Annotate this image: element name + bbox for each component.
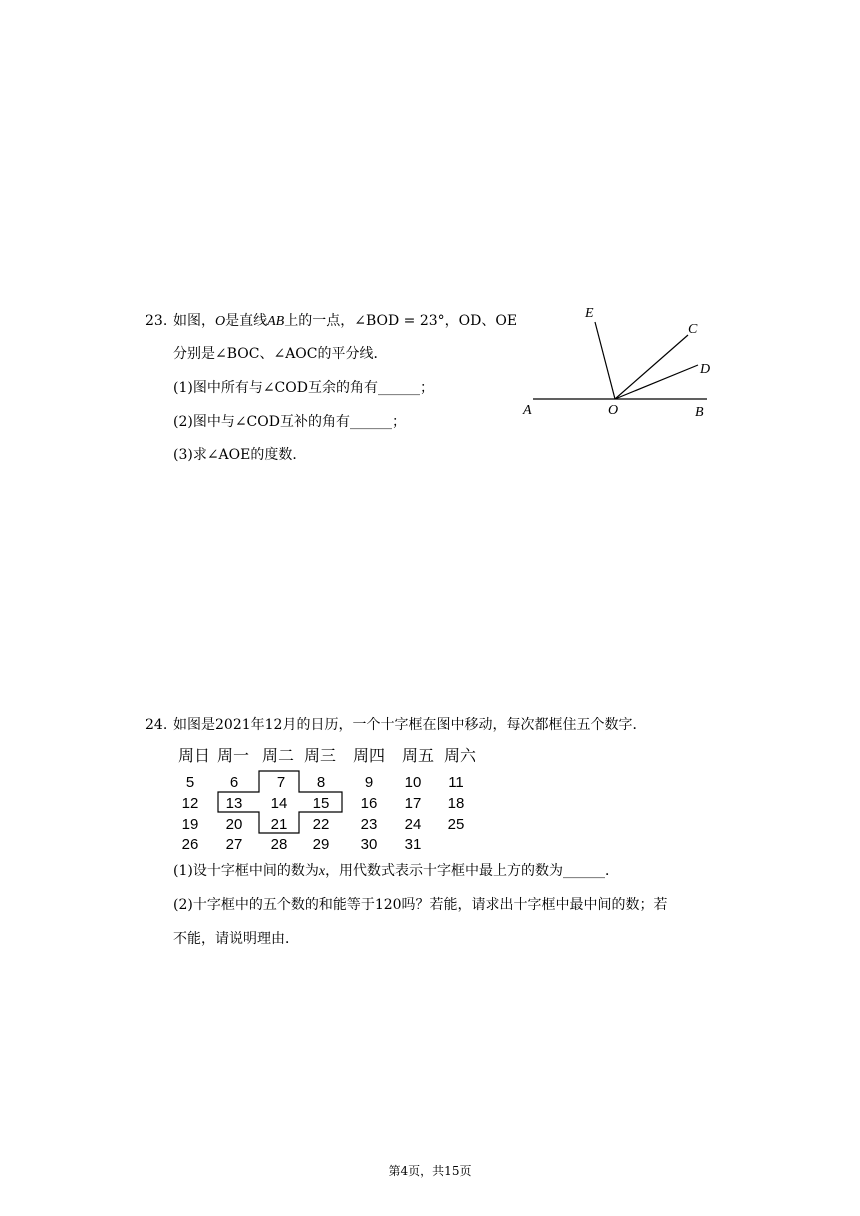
question-24-number: 24. — [145, 717, 168, 733]
q23-line-ab: AB — [267, 314, 285, 329]
calendar-cell: 7 — [276, 774, 286, 791]
q24-sub1-pre: (1)设十字框中间的数为 — [173, 863, 319, 879]
q23-point-o: O — [215, 314, 226, 329]
label-e: E — [585, 306, 594, 321]
calendar-header-fri: 周五 — [402, 746, 435, 765]
calendar-cell: 19 — [181, 816, 199, 833]
calendar-header-tue: 周二 — [262, 746, 295, 765]
ray-oe — [595, 322, 615, 399]
calendar-cell: 14 — [270, 795, 288, 812]
question-23-number: 23. — [145, 313, 168, 329]
q24-sub1-post: ，用代数式表示十字框中最上方的数为______． — [325, 863, 620, 879]
calendar-header-sun: 周日 — [178, 746, 211, 765]
calendar-cell: 16 — [360, 795, 378, 812]
calendar-cell: 29 — [312, 836, 330, 853]
question-23-sub3: (3)求∠AOE的度数． — [173, 447, 307, 463]
calendar-cell: 5 — [185, 774, 195, 791]
angle-figure — [515, 295, 725, 425]
calendar-cell: 11 — [448, 774, 464, 791]
label-c: C — [688, 322, 698, 337]
calendar-cell: 20 — [225, 816, 243, 833]
calendar-cell: 24 — [404, 816, 422, 833]
calendar-cell: 9 — [364, 774, 374, 791]
calendar-cell: 18 — [447, 795, 465, 812]
question-23-sub2: (2)图中与∠COD互补的角有______； — [173, 414, 406, 430]
calendar-cell: 31 — [404, 836, 422, 853]
question-24-sub2-line1: (2)十字框中的五个数的和能等于120吗？若能，请求出十字框中最中间的数；若 — [173, 897, 668, 913]
question-24-sub1 — [173, 862, 619, 881]
cross-frame — [215, 768, 350, 838]
label-d: D — [700, 362, 711, 377]
calendar-cell: 22 — [312, 816, 330, 833]
calendar-cell: 28 — [270, 836, 288, 853]
calendar-cell: 25 — [447, 816, 465, 833]
calendar-cell: 15 — [312, 795, 330, 812]
question-24-sub2-line2: 不能，请说明理由． — [173, 931, 299, 947]
page-footer: 第4页，共15页 — [388, 1164, 472, 1178]
question-23-line1 — [173, 312, 517, 331]
calendar-cell: 8 — [316, 774, 326, 791]
label-a: A — [523, 403, 532, 418]
calendar-cell: 10 — [404, 774, 422, 791]
calendar-cell: 23 — [360, 816, 378, 833]
calendar-cell: 12 — [181, 795, 199, 812]
label-o: O — [608, 403, 619, 418]
cross-frame-outline — [218, 771, 342, 833]
question-23-sub1: (1)图中所有与∠COD互余的角有______； — [173, 380, 434, 396]
q23-line1-mid: 是直线 — [225, 313, 268, 329]
q23-line1-pre: 如图， — [173, 313, 215, 329]
calendar-cell: 13 — [225, 795, 243, 812]
ray-od — [615, 365, 698, 399]
calendar-cell: 21 — [270, 816, 288, 833]
q23-line1-post: 上的一点，∠BOD = 23°，OD、OE — [284, 313, 518, 329]
ray-oc — [615, 335, 688, 399]
question-24-text: 如图是2021年12月的日历，一个十字框在图中移动，每次都框住五个数字． — [173, 717, 647, 733]
q24-variable-x: x — [318, 864, 326, 879]
calendar-header-wed: 周三 — [304, 746, 337, 765]
calendar-header-mon: 周一 — [217, 746, 250, 765]
label-b: B — [695, 405, 704, 420]
calendar-cell: 30 — [360, 836, 378, 853]
calendar-cell: 17 — [404, 795, 422, 812]
calendar-cell: 27 — [225, 836, 243, 853]
calendar-cell: 26 — [181, 836, 199, 853]
calendar-header-thu: 周四 — [353, 746, 386, 765]
calendar-cell: 6 — [229, 774, 239, 791]
calendar-header-sat: 周六 — [444, 746, 477, 765]
question-23-line2: 分别是∠BOC、∠AOC的平分线． — [173, 346, 388, 362]
